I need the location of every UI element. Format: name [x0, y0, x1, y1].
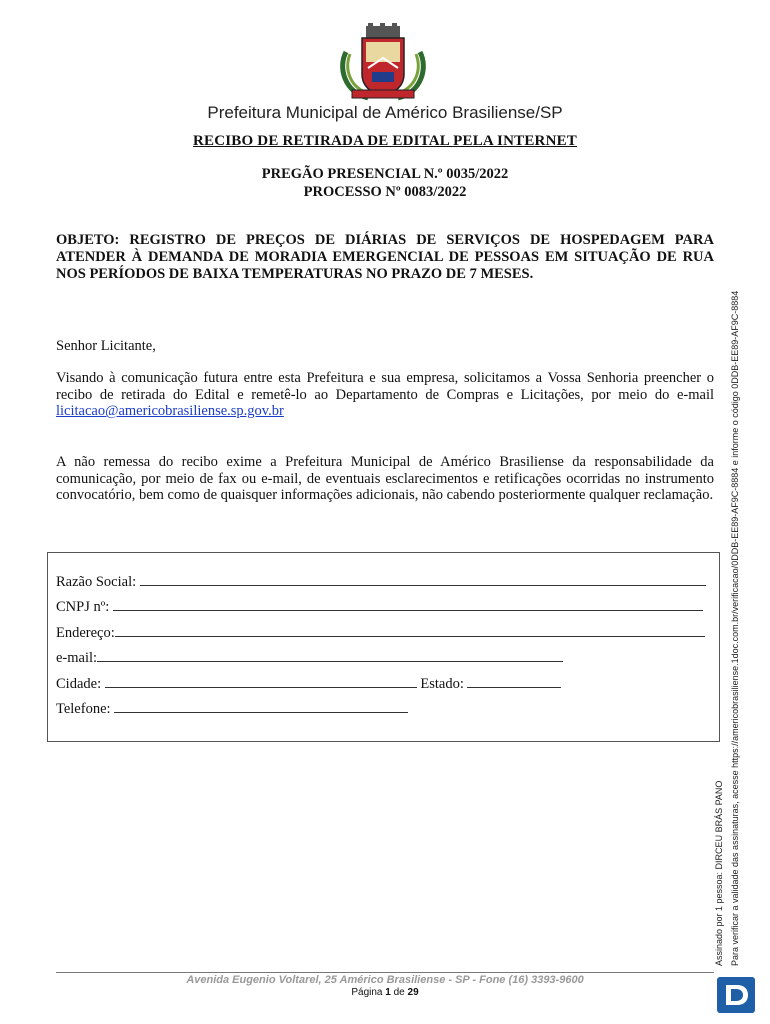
page-prefix: Página	[351, 987, 386, 998]
signature-note	[714, 781, 724, 966]
cnpj-field[interactable]	[56, 598, 703, 616]
email-link[interactable]: licitacao@americobrasiliense.sp.gov.br	[56, 403, 284, 420]
cidade-label: Cidade:	[56, 676, 105, 692]
processo-number: PROCESSO Nº 0083/2022	[303, 184, 467, 200]
1doc-logo-icon	[717, 977, 755, 1013]
disclaimer-paragraph: A não remessa do recibo exime a Prefeitura Municipal de Américo Brasiliense da responsabilidade da comunicação, por meio de fax ou e-mail, de eventuais esclarecimentos e retificações ocorridas no instrumento convocatório, bem como de quaisquer informações adicionais, não cabendo posteriormente qualquer reclamação.	[56, 454, 714, 504]
telefone-label: Telefone:	[56, 701, 115, 717]
verification-text: Para verificar a validade das assinaturas, acesse https://americobrasiliense.1doc.com.br/verificacao/0DDB-EE89-AF9C-8884 e informe o código 0DDB-EE89-AF9C-8884	[730, 290, 740, 966]
receipt-title: RECIBO DE RETIRADA DE EDITAL PELA INTERNET	[192, 133, 578, 149]
razao-social-line[interactable]	[140, 573, 706, 586]
page-number	[56, 987, 714, 998]
endereco-label: Endereço:	[56, 625, 115, 641]
cidade-estado-field[interactable]	[56, 675, 561, 693]
razao-social-field[interactable]	[56, 573, 706, 591]
razao-social-label: Razão Social:	[56, 574, 140, 590]
instruction-paragraph	[56, 370, 714, 420]
organization-name: Prefeitura Municipal de Américo Brasiliense/SP	[207, 103, 563, 122]
instruction-text: Visando à comunicação futura entre esta Prefeitura e sua empresa, solicitamos a Vossa Senhoria preencher o recibo de retirada do Edital e remetê-lo ao Departamento de Compras e Licitações, por meio do e-mail	[56, 370, 714, 403]
page-current: 1	[385, 987, 391, 998]
telefone-field[interactable]	[56, 700, 408, 718]
footer-divider	[56, 972, 714, 973]
endereco-field[interactable]	[56, 624, 705, 642]
estado-label: Estado:	[416, 676, 468, 692]
verification-note	[730, 291, 740, 966]
cnpj-line[interactable]	[113, 598, 703, 611]
telefone-line[interactable]	[114, 700, 408, 713]
signed-by-text: Assinado por 1 pessoa: DIRCEU BRÁS PANO	[714, 780, 724, 966]
object-description: OBJETO: REGISTRO DE PREÇOS DE DIÁRIAS DE SERVIÇOS DE HOSPEDAGEM PARA ATENDER À DEMANDA DE MORADIA EMERGENCIAL DE PESSOAS EM SITUAÇÃO DE RUA NOS PERÍODOS DE BAIXA TEMPERATURAS NO PRAZO DE 7 MESES.	[56, 232, 714, 282]
pregao-number: PREGÃO PRESENCIAL N.º 0035/2022	[261, 166, 509, 182]
email-label: e-mail:	[56, 650, 98, 666]
cnpj-label: CNPJ nº:	[56, 599, 113, 615]
email-line[interactable]	[97, 649, 563, 662]
salutation: Senhor Licitante,	[56, 338, 156, 354]
footer-address: Avenida Eugenio Voltarel, 25 Américo Brasiliense - SP - Fone (16) 3393-9600	[186, 974, 584, 986]
municipal-crest-icon	[338, 22, 428, 102]
endereco-line[interactable]	[115, 624, 705, 637]
email-field[interactable]	[56, 649, 563, 667]
cidade-line[interactable]	[105, 675, 417, 688]
estado-line[interactable]	[467, 675, 561, 688]
page-total: 29	[407, 987, 419, 998]
page-of: de	[390, 987, 408, 998]
